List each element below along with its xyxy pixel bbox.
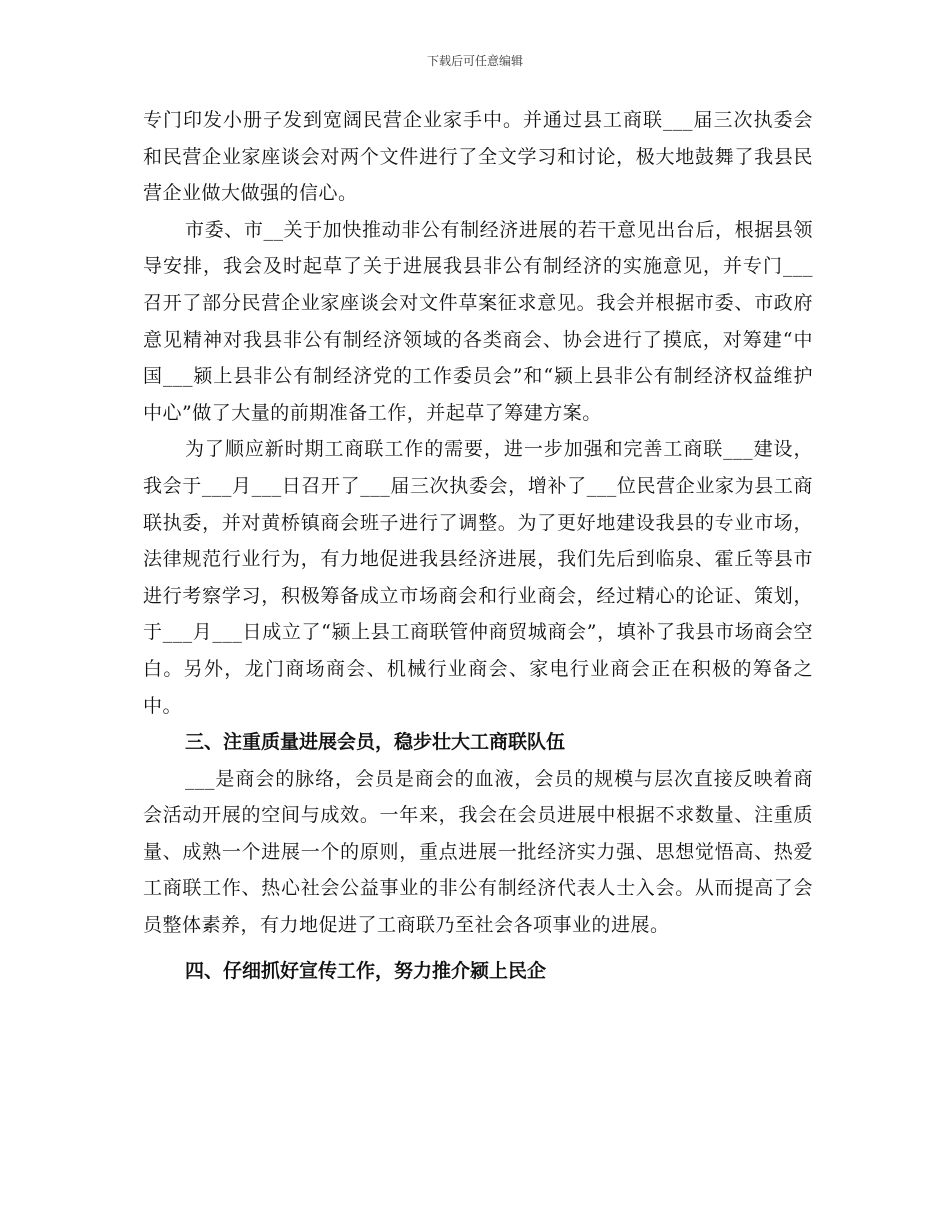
paragraph: ___是商会的脉络，会员是商会的血液，会员的规模与层次直接反映着商会活动开展的空间与成效。一年来，我会在会员进展中根据不求数量、注重质量、成熟一个进展一个的原则，重点进展一批经济实力强、思想觉悟高、热爱工商联工作、热心社会公益事业的非公有制经济代表人士入会。从而提高了会员整体素养，有力地促进了工商联乃至社会各项事业的进展。 — [143, 767, 813, 937]
paragraph: 专门印发小册子发到宽阔民营企业家手中。并通过县工商联___届三次执委会和民营企业家座谈会对两个文件进行了全文学习和讨论，极大地鼓舞了我县民营企业做大做强的信心。 — [143, 109, 813, 205]
paragraph: 市委、市__关于加快推动非公有制经济进展的若干意见出台后，根据县领导安排，我会及时起草了关于进展我县非公有制经济的实施意见，并专门___召开了部分民营企业家座谈会对文件草案征求意见。我会并根据市委、市政府意见精神对我县非公有制经济领域的各类商会、协会进行了摸底，对筹建“中国___颍上县非公有制经济党的工作委员会”和“颍上县非公有制经济权益维护中心”做了大量的前期准备工作，并起草了筹建方案。 — [143, 218, 813, 424]
document-body — [143, 102, 813, 989]
paragraph: 为了顺应新时期工商联工作的需要，进一步加强和完善工商联___建设，我会于___月___日召开了___届三次执委会，增补了___位民营企业家为县工商联执委，并对黄桥镇商会班子进行了调整。为了更好地建设我县的专业市场，法律规范行业行为，有力地促进我县经济进展，我们先后到临泉、霍丘等县市进行考察学习，积极筹备成立市场商会和行业商会，经过精心的论证、策划，于___月___日成立了“颍上县工商联管仲商贸城商会”，填补了我县市场商会空白。另外，龙门商场商会、机械行业商会、家电行业商会正在积极的筹备之中。 — [143, 438, 813, 717]
section-heading: 四、仔细抓好宣传工作，努力推介颍上民企 — [185, 959, 547, 982]
section-heading: 三、注重质量进展会员，稳步壮大工商联队伍 — [185, 731, 566, 754]
page-header: 下载后可任意编辑 — [426, 54, 523, 68]
section-spacer — [143, 944, 813, 953]
